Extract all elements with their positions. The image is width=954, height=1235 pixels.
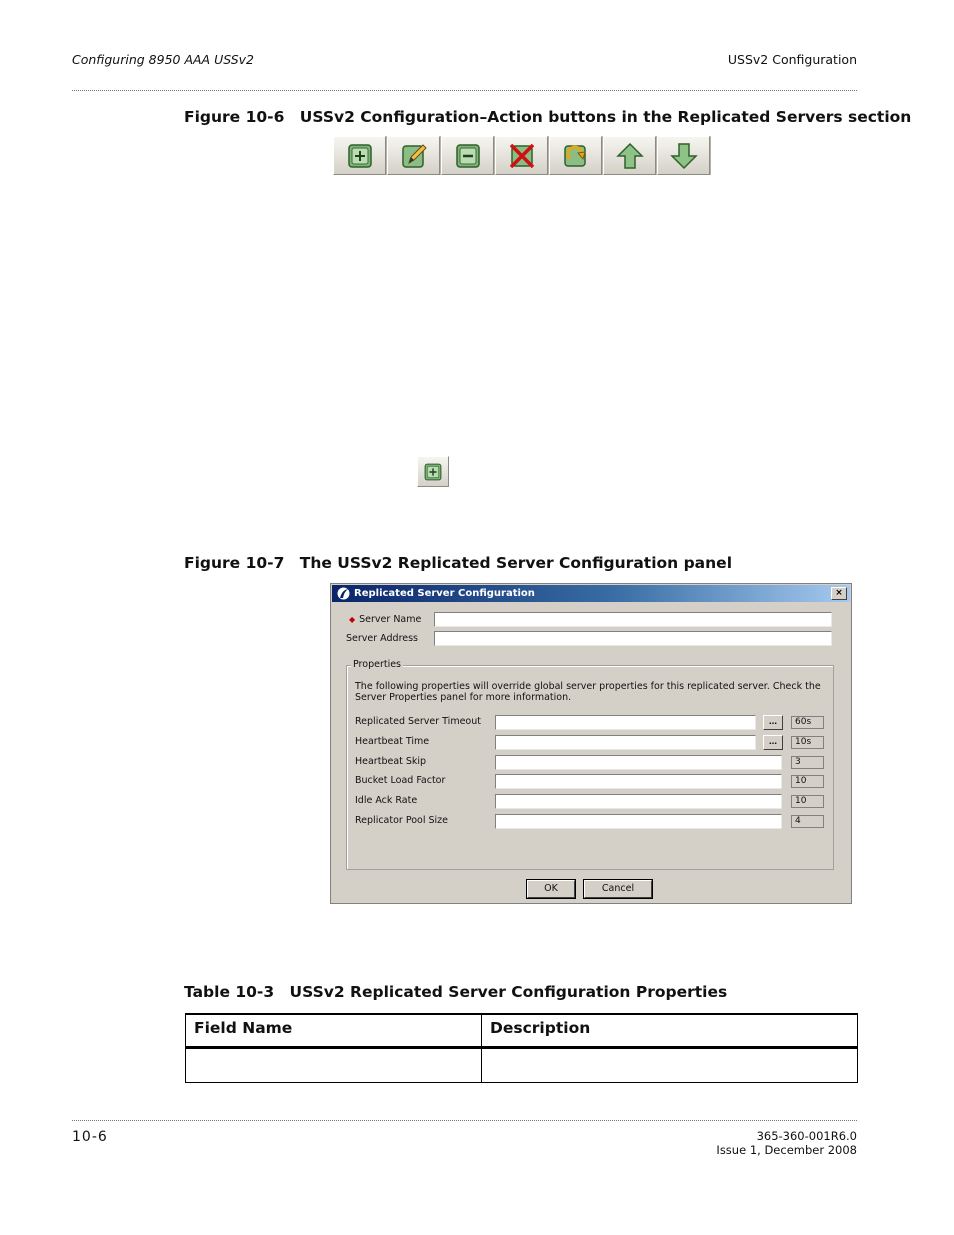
property-label: Bucket Load Factor: [355, 775, 446, 786]
required-marker-icon: ◆: [349, 615, 356, 624]
figure-6-title: USSv2 Configuration–Action buttons in the Replicated Servers section: [299, 108, 912, 126]
add-icon: [423, 462, 443, 482]
properties-description: The following properties will override global server properties for this replicated server. Check the Server Properties panel for more information.: [355, 681, 821, 703]
move-down-button[interactable]: [657, 136, 710, 175]
property-input[interactable]: [495, 715, 756, 730]
column-header-description: Description: [482, 1014, 858, 1048]
table-3-caption: [184, 983, 727, 1001]
figure-6-caption: [184, 108, 911, 126]
figure-7-title: The USSv2 Replicated Server Configuration panel: [299, 554, 733, 572]
property-default-value: 10: [791, 795, 824, 808]
table-header-row: [186, 1014, 858, 1048]
property-label: Replicator Pool Size: [355, 815, 449, 826]
table-row: [186, 1048, 858, 1083]
close-button[interactable]: ×: [831, 587, 847, 600]
server-name-input[interactable]: [434, 612, 832, 627]
remove-icon: [454, 142, 482, 170]
property-label: Heartbeat Time: [355, 736, 430, 747]
table-cell: [186, 1048, 482, 1083]
property-default-value: 60s: [791, 716, 824, 729]
property-input[interactable]: [495, 735, 756, 750]
refresh-icon: [562, 142, 590, 170]
inline-add-button[interactable]: [417, 456, 449, 487]
property-default-value: 3: [791, 756, 824, 769]
property-label: Heartbeat Skip: [355, 756, 427, 767]
add-button[interactable]: [333, 136, 386, 175]
add-icon: [346, 142, 374, 170]
footer-rule: [72, 1120, 857, 1121]
dialog-title: Replicated Server Configuration: [354, 588, 535, 599]
server-address-input[interactable]: [434, 631, 832, 646]
issue-date: Issue 1, December 2008: [716, 1143, 857, 1157]
figure-7-number: Figure 10-7: [184, 554, 285, 572]
move-up-icon: [616, 142, 644, 170]
ok-button[interactable]: OK: [527, 880, 575, 898]
property-input[interactable]: [495, 794, 782, 809]
delete-icon: [508, 142, 536, 170]
document-id: 365-360-001R6.0: [756, 1129, 857, 1143]
property-default-value: 10: [791, 775, 824, 788]
delete-button[interactable]: [495, 136, 548, 175]
property-label: Replicated Server Timeout: [355, 716, 481, 727]
server-address-label: Server Address: [346, 633, 419, 644]
running-header-left: Configuring 8950 AAA USSv2: [72, 52, 255, 67]
table-3-number: Table 10-3: [184, 983, 275, 1001]
page-number: 10-6: [72, 1129, 108, 1145]
table-cell: [482, 1048, 858, 1083]
picker-button[interactable]: …: [763, 735, 783, 750]
remove-button[interactable]: [441, 136, 494, 175]
property-label: Idle Ack Rate: [355, 795, 418, 806]
column-header-field-name: Field Name: [186, 1014, 482, 1048]
header-rule: [72, 90, 857, 91]
footer-doc-info: [716, 1129, 857, 1157]
action-toolbar: [333, 136, 711, 175]
properties-table: [185, 1013, 858, 1083]
refresh-button[interactable]: [549, 136, 602, 175]
figure-6-number: Figure 10-6: [184, 108, 285, 126]
property-input[interactable]: [495, 774, 782, 789]
property-input[interactable]: [495, 814, 782, 829]
property-input[interactable]: [495, 755, 782, 770]
figure-7-caption: [184, 554, 732, 572]
move-down-icon: [670, 142, 698, 170]
properties-legend: Properties: [353, 659, 402, 670]
replicated-server-dialog: [330, 583, 852, 904]
server-name-label: ◆ Server Name: [349, 614, 422, 625]
property-default-value: 10s: [791, 736, 824, 749]
app-logo-icon: [337, 587, 350, 600]
picker-button[interactable]: …: [763, 715, 783, 730]
cancel-button[interactable]: Cancel: [584, 880, 652, 898]
edit-button[interactable]: [387, 136, 440, 175]
dialog-titlebar: [332, 585, 850, 602]
table-3-title: USSv2 Replicated Server Configuration Properties: [289, 983, 728, 1001]
running-header-right: USSv2 Configuration: [727, 52, 857, 67]
move-up-button[interactable]: [603, 136, 656, 175]
property-default-value: 4: [791, 815, 824, 828]
edit-icon: [400, 142, 428, 170]
